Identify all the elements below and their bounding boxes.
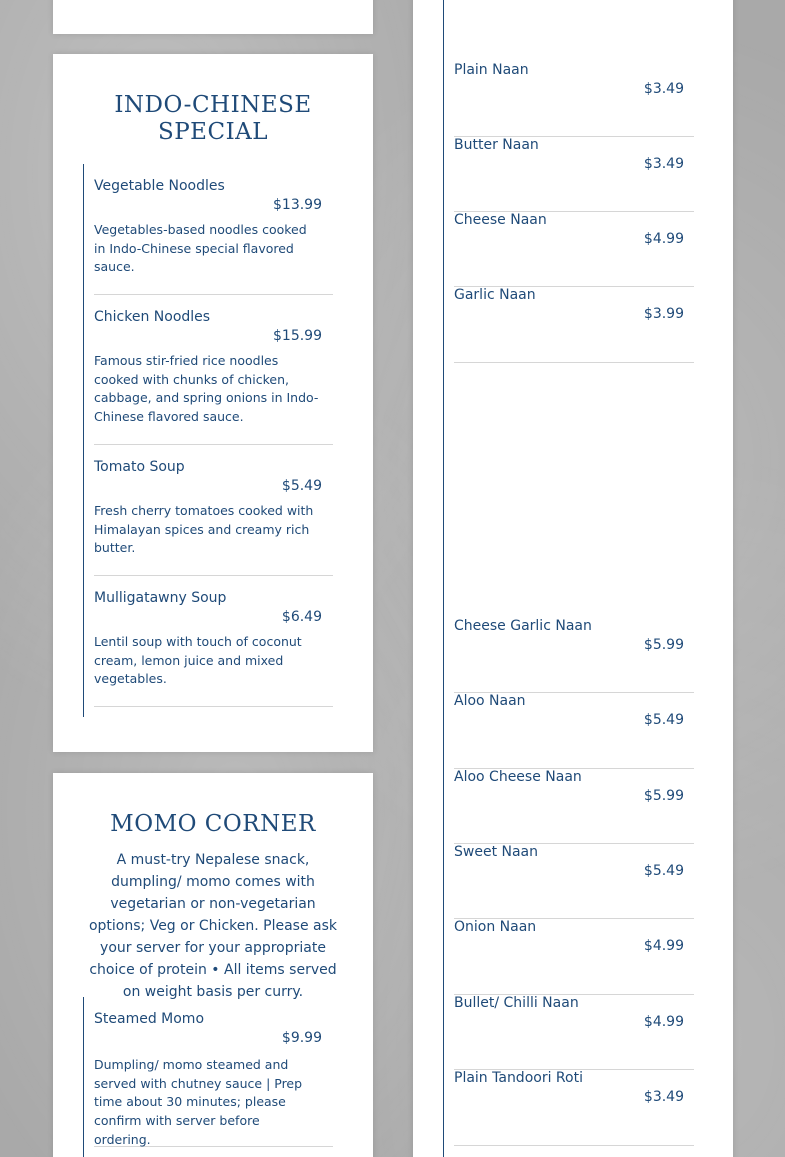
item-price: $4.99 <box>643 231 684 247</box>
list-item[interactable] <box>454 287 694 363</box>
list-item[interactable] <box>94 997 333 1147</box>
item-price: $3.99 <box>643 306 684 322</box>
item-price: $5.99 <box>643 788 684 804</box>
momo-corner-card <box>53 773 373 1157</box>
item-price: $4.99 <box>643 938 684 954</box>
list-item[interactable] <box>454 212 694 287</box>
item-name: Steamed Momo <box>94 1011 205 1027</box>
momo-intro: A must-try Nepalese snack, dumpling/ momo comes with vegetarian or non-vegetarian options; Veg or Chicken. Please ask your server for your appropriate choice of protein • All items served on weight basis per curry. <box>88 852 338 1000</box>
item-name: Garlic Naan <box>454 287 536 303</box>
list-item[interactable] <box>454 769 694 844</box>
item-name: Bullet/ Chilli Naan <box>454 995 579 1011</box>
item-description: Lentil soup with touch of coconut cream, lemon juice and mixed vegetables. <box>94 634 302 687</box>
item-price: $3.49 <box>643 156 684 172</box>
naan-list-top <box>444 62 694 363</box>
item-name: Aloo Cheese Naan <box>454 769 582 785</box>
list-item[interactable] <box>454 1070 694 1146</box>
indo-chinese-card <box>53 54 373 752</box>
naan-card <box>413 0 733 1157</box>
item-description: Fresh cherry tomatoes cooked with Himalayan spices and creamy rich butter. <box>94 503 314 556</box>
item-name: Mulligatawny Soup <box>94 590 227 606</box>
list-item[interactable] <box>454 618 694 693</box>
item-price: $13.99 <box>273 197 322 213</box>
item-description: Vegetables-based noodles cooked in Indo-Chinese special flavored sauce. <box>94 222 307 275</box>
item-price: $5.99 <box>643 637 684 653</box>
item-price: $15.99 <box>273 328 322 344</box>
list-item[interactable] <box>454 137 694 212</box>
list-item[interactable] <box>94 295 333 445</box>
list-item[interactable] <box>454 693 694 769</box>
list-item[interactable] <box>94 576 333 707</box>
item-price: $6.49 <box>281 609 322 625</box>
item-name: Cheese Naan <box>454 212 547 228</box>
naan-item-list <box>443 0 693 1157</box>
item-price: $3.49 <box>643 81 684 97</box>
list-item[interactable] <box>454 995 694 1070</box>
item-name: Plain Naan <box>454 62 529 78</box>
item-name: Plain Tandoori Roti <box>454 1070 583 1086</box>
list-item[interactable] <box>454 919 694 995</box>
item-price: $9.99 <box>281 1030 322 1046</box>
indo-chinese-item-list <box>83 164 333 717</box>
item-name: Chicken Noodles <box>94 309 211 325</box>
momo-corner-title: MOMO CORNER <box>110 811 316 837</box>
list-item[interactable] <box>454 844 694 919</box>
item-description: Dumpling/ momo steamed and served with chutney sauce | Prep time about 30 minutes; please confirm with server before ordering. <box>94 1057 303 1147</box>
previous-menu-card <box>53 0 373 34</box>
item-name: Sweet Naan <box>454 844 539 860</box>
list-item[interactable] <box>94 164 333 295</box>
momo-item-list <box>83 997 333 1157</box>
item-price: $5.49 <box>281 478 322 494</box>
item-name: Cheese Garlic Naan <box>454 618 592 634</box>
item-description: Famous stir-fried rice noodles cooked with chunks of chicken, cabbage, and spring onions in Indo-Chinese flavored sauce. <box>94 353 319 425</box>
item-name: Vegetable Noodles <box>94 178 225 194</box>
list-item[interactable] <box>454 62 694 137</box>
naan-list-bottom <box>444 618 694 1146</box>
indo-chinese-title: INDO-CHINESE SPECIAL <box>114 92 312 145</box>
item-name: Onion Naan <box>454 919 537 935</box>
item-name: Aloo Naan <box>454 693 526 709</box>
item-name: Butter Naan <box>454 137 539 153</box>
item-price: $4.99 <box>643 1014 684 1030</box>
item-price: $5.49 <box>643 712 684 728</box>
item-name: Tomato Soup <box>94 459 185 475</box>
item-price: $5.49 <box>643 863 684 879</box>
list-item[interactable] <box>94 445 333 576</box>
item-price: $3.49 <box>643 1089 684 1105</box>
